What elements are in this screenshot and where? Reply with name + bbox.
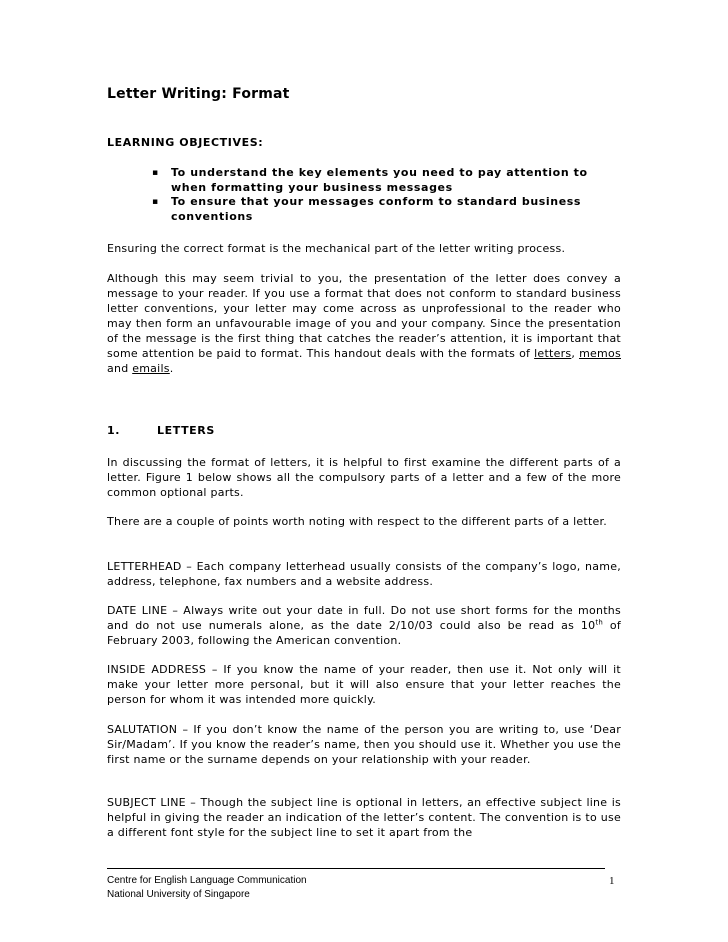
page-number: 1 [609, 875, 615, 887]
separator: , [571, 347, 580, 360]
emails-link[interactable]: emails [132, 362, 170, 375]
objective-text: To understand the key elements you need to pay attention to when formatting your business messages [171, 166, 588, 194]
inside-address-paragraph: INSIDE ADDRESS – If you know the name of your reader, then use it. Not only will it make your letter more personal, but it will also ensure that your letter reaches the person for whom it was intended more quickly. [107, 663, 621, 706]
letters-link[interactable]: letters [534, 347, 572, 360]
memos-link[interactable]: memos [579, 347, 621, 360]
section-number: 1. [107, 424, 121, 437]
salutation-paragraph: SALUTATION – If you don’t know the name of the person you are writing to, use ‘Dear Sir/Madam’. If you know the reader’s name, then you should use it. Whether you use the first name or the surname depends on your relationship with your reader. [107, 723, 621, 766]
bullet-icon: ▪ [152, 197, 159, 207]
dateline-text: DATE LINE – Always write out your date in full. Do not use short forms for the months and do not use numerals alone, as the date 2/10/03 could also be read as 10 [107, 604, 621, 632]
list-item [148, 166, 588, 195]
bullet-icon: ▪ [152, 168, 159, 178]
discussion-paragraph: In discussing the format of letters, it is helpful to first examine the different parts of a letter. Figure 1 below shows all the compulsory parts of a letter and a few of the more common optional parts. [107, 456, 621, 499]
subject-line-paragraph: SUBJECT LINE – Though the subject line is optional in letters, an effective subject line is helpful in giving the reader an indication of the letter’s content. The convention is to use a different font style for the subject line to set it apart from the [107, 796, 621, 839]
period: . [169, 362, 174, 375]
separator: and [107, 362, 133, 375]
objectives-heading: LEARNING OBJECTIVES: [107, 136, 264, 149]
letterhead-paragraph: LETTERHEAD – Each company letterhead usually consists of the company’s logo, name, address, telephone, fax numbers and a website address. [107, 560, 621, 588]
footer-organization: Centre for English Language Communication [107, 875, 307, 886]
section-title: LETTERS [157, 424, 215, 437]
page-title: Letter Writing: Format [107, 86, 290, 102]
footer-university: National University of Singapore [107, 889, 250, 900]
list-item [148, 195, 588, 224]
presentation-text: Although this may seem trivial to you, the presentation of the letter does convey a message to your reader. If you use a format that does not conform to standard business letter conventions, your letter may come across as unprofessional to the reader who may then form an unfavourable image of you and your company. Since the presentation of the message is the first thing that catches the reader’s attention, it is important that some attention be paid to format. This handout deals with the formats of [107, 272, 621, 360]
presentation-paragraph [107, 271, 621, 376]
ordinal-suffix: th [595, 618, 604, 627]
intro-paragraph: Ensuring the correct format is the mechanical part of the letter writing process. [107, 242, 566, 255]
objectives-list [148, 166, 588, 224]
dateline-paragraph [107, 603, 621, 648]
objective-text: To ensure that your messages conform to standard business conventions [171, 195, 582, 223]
footer-divider [107, 868, 605, 869]
section-heading [107, 424, 215, 437]
points-paragraph: There are a couple of points worth noting with respect to the different parts of a letter. [107, 515, 608, 528]
dateline-text-end: of February 2003, following the American convention. [107, 619, 621, 647]
